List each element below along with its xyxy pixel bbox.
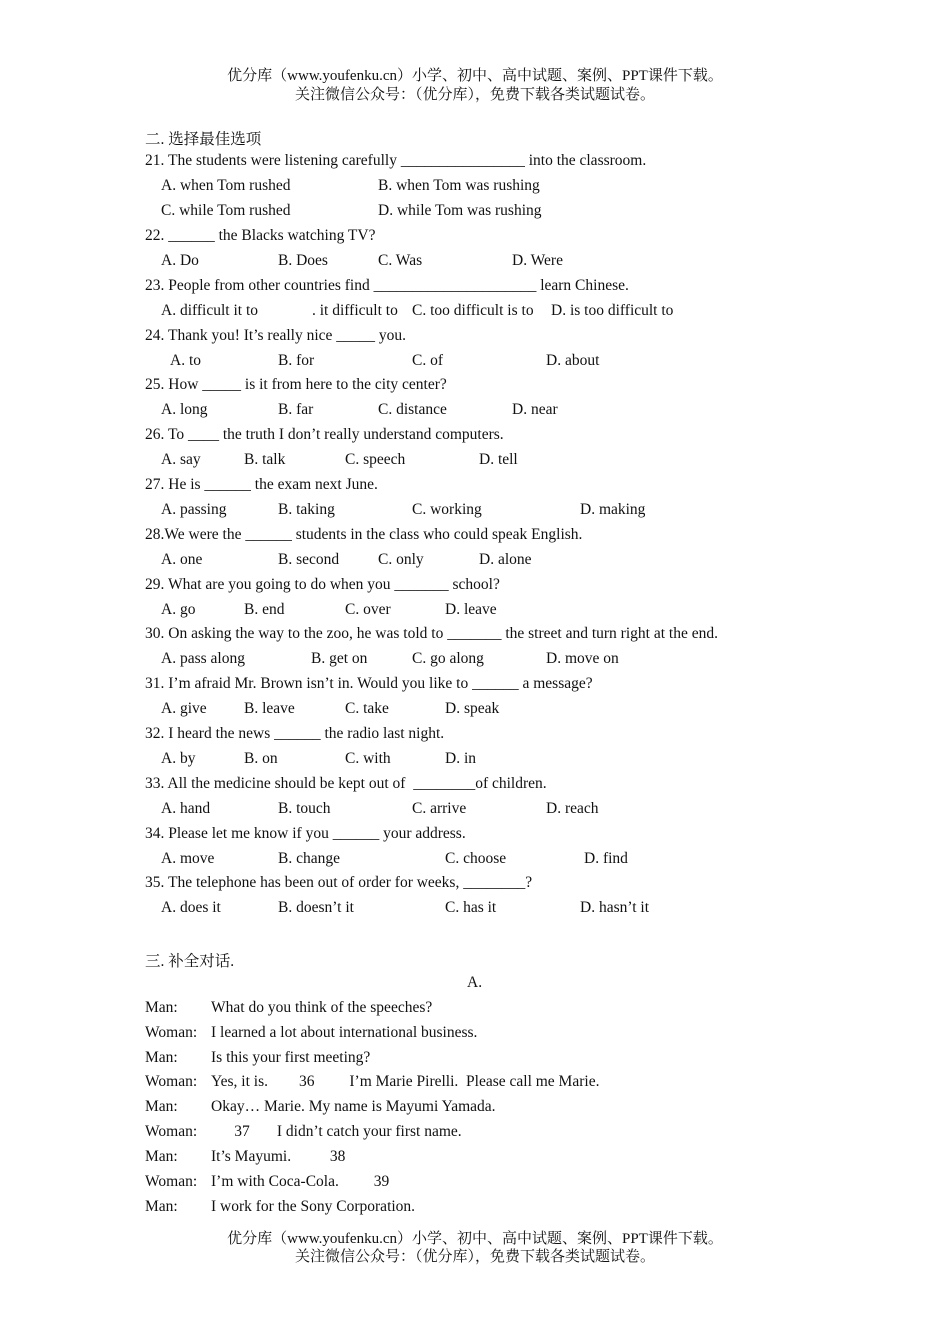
question-29-option: B. end xyxy=(244,601,285,618)
dialogue-line: I’m with Coca-Cola. 39 xyxy=(211,1173,390,1190)
dialogue-speaker: Woman: xyxy=(145,1024,198,1041)
question-24-option: A. to xyxy=(170,352,201,369)
dialogue-line: It’s Mayumi. 38 xyxy=(211,1148,346,1165)
question-26-option: B. talk xyxy=(244,451,286,468)
dialogue-line: Yes, it is. 36 I’m Marie Pirelli. Please call me Marie. xyxy=(211,1073,600,1090)
question-30-option: B. get on xyxy=(311,650,368,667)
question-33-stem: 33. All the medicine should be kept out of ________of children. xyxy=(145,775,547,792)
question-22-option: D. Were xyxy=(512,252,563,269)
dialogue-line: 37 I didn’t catch your first name. xyxy=(211,1123,462,1140)
question-25-option: D. near xyxy=(512,401,558,418)
question-26-option: C. speech xyxy=(345,451,406,468)
question-30-option: A. pass along xyxy=(161,650,245,667)
question-35-option: B. doesn’t it xyxy=(278,899,354,916)
question-25-option: B. far xyxy=(278,401,314,418)
question-30-option: D. move on xyxy=(546,650,619,667)
question-35-option: A. does it xyxy=(161,899,221,916)
dialogue-speaker: Woman: xyxy=(145,1123,198,1140)
question-28-option: D. alone xyxy=(479,551,532,568)
question-34-option: B. change xyxy=(278,850,340,867)
question-34-option: C. choose xyxy=(445,850,507,867)
question-23-option: C. too difficult is to xyxy=(412,302,534,319)
dialogue-speaker: Man: xyxy=(145,1049,178,1066)
question-29-option: A. go xyxy=(161,601,196,618)
question-21-option: C. while Tom rushed xyxy=(161,202,291,219)
dialogue-speaker: Man: xyxy=(145,1098,178,1115)
question-35-option: D. hasn’t it xyxy=(580,899,650,916)
question-32-option: A. by xyxy=(161,750,196,767)
question-26-stem: 26. To ____ the truth I don’t really understand computers. xyxy=(145,426,504,443)
footer-line-1: 优分库（www.youfenku.cn）小学、初中、高中试题、案例、PPT课件下载。 xyxy=(227,1231,723,1247)
question-22-option: B. Does xyxy=(278,252,328,269)
question-28-option: A. one xyxy=(161,551,203,568)
question-30-option: C. go along xyxy=(412,650,484,667)
question-33-option: B. touch xyxy=(278,800,331,817)
question-24-option: C. of xyxy=(412,352,443,369)
question-33-option: D. reach xyxy=(546,800,599,817)
header-line-1: 优分库（www.youfenku.cn）小学、初中、高中试题、案例、PPT课件下载。 xyxy=(227,68,723,84)
question-23-option: . it difficult to xyxy=(312,302,398,319)
question-21-option: D. while Tom was rushing xyxy=(378,202,542,219)
question-28-option: C. only xyxy=(378,551,424,568)
dialogue-speaker: Woman: xyxy=(145,1073,198,1090)
header-line-2: 关注微信公众号：（优分库），免费下载各类试题试卷。 xyxy=(294,87,655,103)
question-28-option: B. second xyxy=(278,551,340,568)
question-27-stem: 27. He is ______ the exam next June. xyxy=(145,476,378,493)
question-27-option: B. taking xyxy=(278,501,335,518)
question-26-option: A. say xyxy=(161,451,201,468)
dialogue-speaker: Man: xyxy=(145,999,178,1016)
question-24-option: B. for xyxy=(278,352,315,369)
question-23-stem: 23. People from other countries find _____________________ learn Chinese. xyxy=(145,277,629,294)
question-31-option: B. leave xyxy=(244,700,295,717)
dialogue-part-label: A. xyxy=(467,974,483,991)
question-23-option: D. is too difficult to xyxy=(551,302,674,319)
question-27-option: C. working xyxy=(412,501,482,518)
question-25-option: C. distance xyxy=(378,401,447,418)
dialogue-speaker: Man: xyxy=(145,1198,178,1215)
dialogue-line: What do you think of the speeches? xyxy=(211,999,433,1016)
question-33-option: A. hand xyxy=(161,800,211,817)
dialogue-speaker: Woman: xyxy=(145,1173,198,1190)
dialogue-line: Okay… Marie. My name is Mayumi Yamada. xyxy=(211,1098,496,1115)
question-27-option: D. making xyxy=(580,501,646,518)
question-25-stem: 25. How _____ is it from here to the city center? xyxy=(145,376,447,393)
question-32-option: D. in xyxy=(445,750,476,767)
question-31-stem: 31. I’m afraid Mr. Brown isn’t in. Would you like to ______ a message? xyxy=(145,675,593,692)
question-31-option: C. take xyxy=(345,700,389,717)
question-25-option: A. long xyxy=(161,401,208,418)
question-21-option: B. when Tom was rushing xyxy=(378,177,540,194)
question-34-option: D. find xyxy=(584,850,628,867)
question-32-stem: 32. I heard the news ______ the radio last night. xyxy=(145,725,445,742)
question-28-stem: 28.We were the ______ students in the class who could speak English. xyxy=(145,526,583,543)
question-23-option: A. difficult it to xyxy=(161,302,259,319)
dialogue-line: I work for the Sony Corporation. xyxy=(211,1198,416,1215)
question-30-stem: 30. On asking the way to the zoo, he was told to _______ the street and turn right at the end. xyxy=(145,625,718,642)
question-32-option: C. with xyxy=(345,750,391,767)
question-32-option: B. on xyxy=(244,750,278,767)
question-31-option: A. give xyxy=(161,700,207,717)
question-21-stem: 21. The students were listening carefully ________________ into the classroom. xyxy=(145,152,647,169)
question-35-stem: 35. The telephone has been out of order for weeks, ________? xyxy=(145,874,533,891)
question-24-stem: 24. Thank you! It’s really nice _____ you. xyxy=(145,327,407,344)
question-26-option: D. tell xyxy=(479,451,518,468)
dialogue-speaker: Man: xyxy=(145,1148,178,1165)
question-33-option: C. arrive xyxy=(412,800,467,817)
question-29-option: C. over xyxy=(345,601,391,618)
question-35-option: C. has it xyxy=(445,899,497,916)
question-21-option: A. when Tom rushed xyxy=(161,177,291,194)
question-22-stem: 22. ______ the Blacks watching TV? xyxy=(145,227,376,244)
question-27-option: A. passing xyxy=(161,501,227,518)
question-29-option: D. leave xyxy=(445,601,497,618)
question-22-option: A. Do xyxy=(161,252,199,269)
question-29-stem: 29. What are you going to do when you _______ school? xyxy=(145,576,500,593)
section-3-title: 三. 补全对话. xyxy=(145,953,235,970)
question-34-option: A. move xyxy=(161,850,215,867)
question-31-option: D. speak xyxy=(445,700,500,717)
question-24-option: D. about xyxy=(546,352,600,369)
section-2-title: 二. 选择最佳选项 xyxy=(145,131,262,148)
question-22-option: C. Was xyxy=(378,252,423,269)
dialogue-line: Is this your first meeting? xyxy=(211,1049,371,1066)
dialogue-line: I learned a lot about international business. xyxy=(211,1024,478,1041)
question-34-stem: 34. Please let me know if you ______ your address. xyxy=(145,825,466,842)
footer-line-2: 关注微信公众号：（优分库），免费下载各类试题试卷。 xyxy=(294,1249,655,1265)
